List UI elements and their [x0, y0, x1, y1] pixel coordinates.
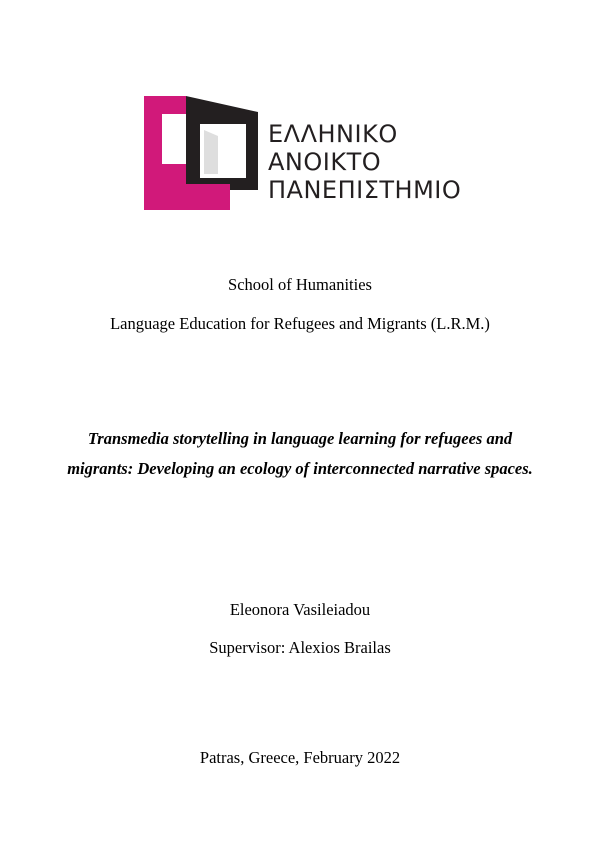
logo-line-1: ΕΛΛΗΝΙΚΟ — [268, 120, 398, 148]
logo-line-3: ΠΑΝΕΠΙΣΤΗΜΙΟ — [268, 176, 462, 204]
logo-line-2: ΑΝΟΙΚΤΟ — [268, 148, 382, 176]
logo-emblem-icon — [142, 94, 260, 212]
university-logo — [142, 94, 462, 212]
school-name: School of Humanities — [228, 275, 372, 294]
program-name: Language Education for Refugees and Migrants (L.R.M.) — [110, 314, 490, 333]
supervisor-line: Supervisor: Alexios Brailas — [209, 638, 391, 657]
thesis-title: Transmedia storytelling in language learning for refugees and migrants: Developing an ecology of interconnected narrative spaces. — [67, 429, 533, 478]
logo-wordmark — [268, 120, 461, 204]
author-name: Eleonora Vasileiadou — [229, 600, 371, 619]
place-date: Patras, Greece, February 2022 — [199, 748, 401, 767]
